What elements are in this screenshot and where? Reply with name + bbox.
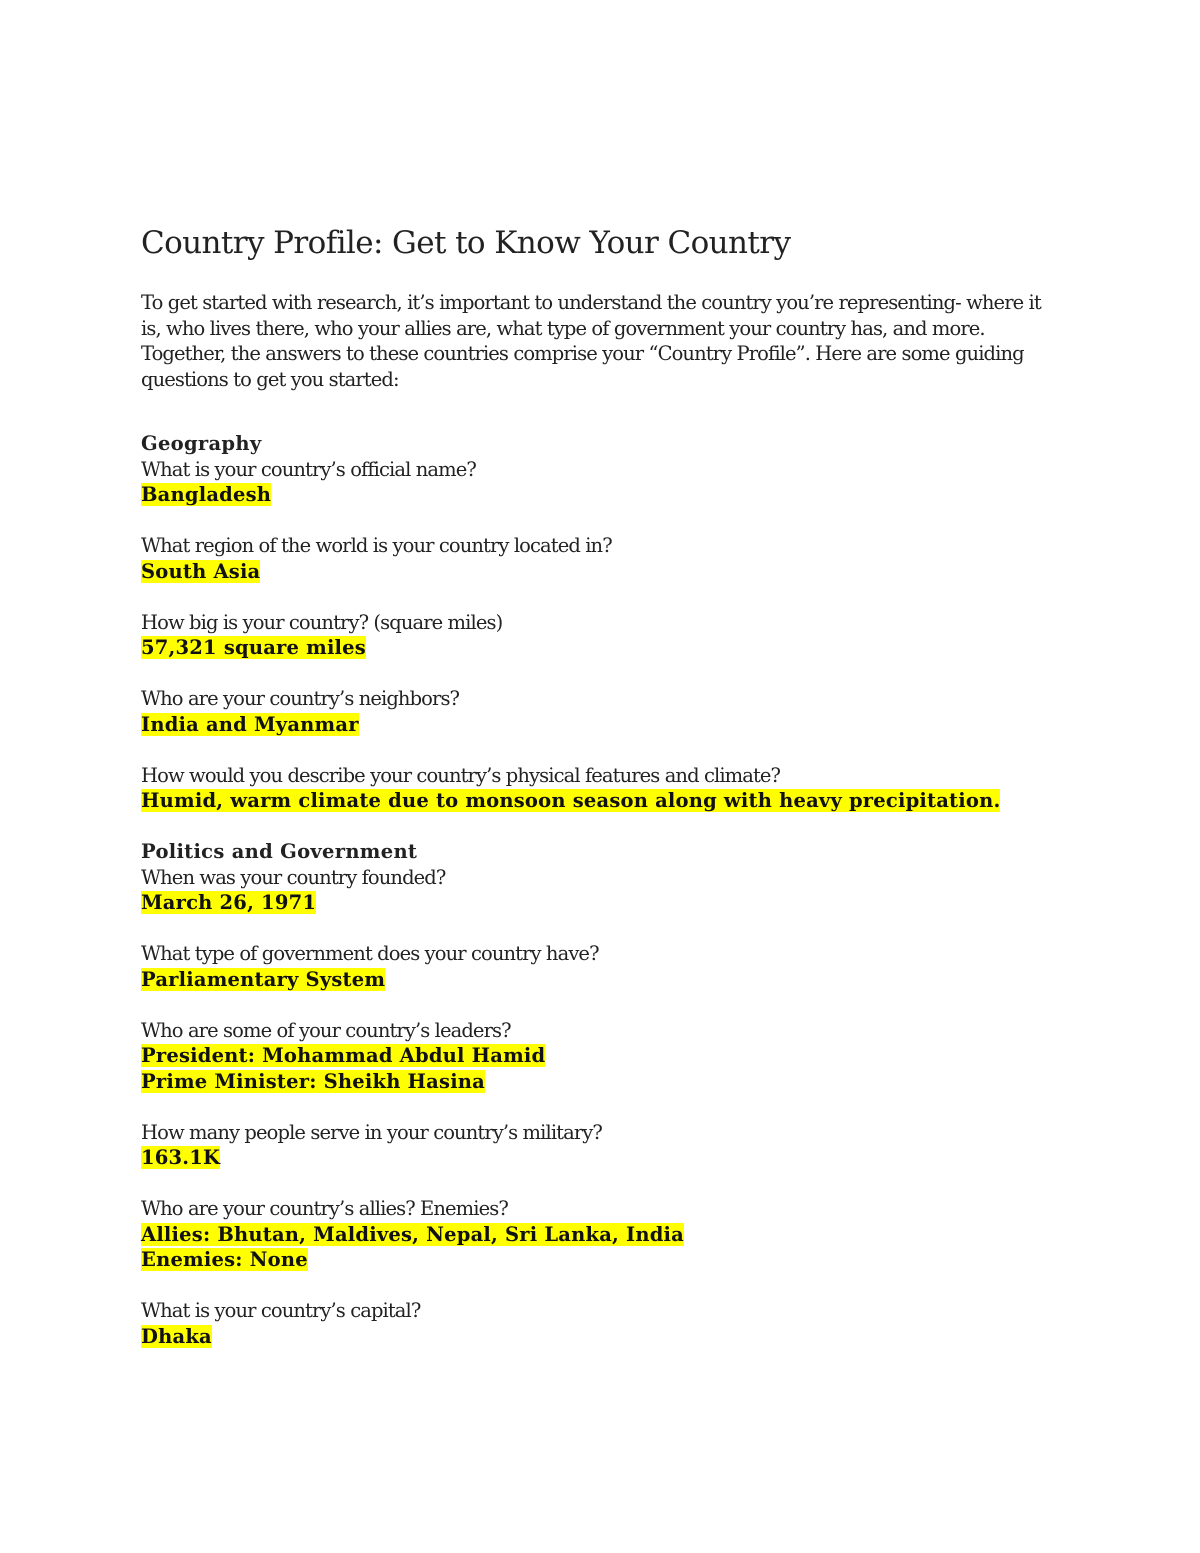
question: How would you describe your country’s physical features and climate? [141,763,781,787]
qa-capital [141,1298,1061,1349]
question: Who are your country’s neighbors? [141,687,460,710]
qa-official-name [141,457,1061,508]
question: Who are some of your country’s leaders? [141,1018,511,1042]
answer: Parliamentary System [141,967,386,991]
answer: Allies: Bhutan, Maldives, Nepal, Sri Lanka, India [141,1222,684,1246]
answer: Dhaka [141,1324,212,1348]
section-politics-government [141,839,1061,1349]
document-page [141,222,1061,1375]
section-geography [141,431,1061,814]
answer: President: Mohammad Abdul Hamid [141,1044,546,1067]
answer: Humid, warm climate due to monsoon season along with heavy precipitation. [141,789,1001,812]
qa-climate [141,763,1061,814]
question: How many people serve in your country’s military? [141,1120,602,1144]
answer: India and Myanmar [141,712,359,736]
question: What region of the world is your country located in? [141,534,612,557]
qa-leaders [141,1018,1061,1095]
intro-paragraph: To get started with research, it’s important to understand the country you’re representing- where it is, who lives there, who your allies are, what type of government your country has, and more. Together, the answers to these countries comprise your “Country Profile”. Here are some guiding questions to get you started: [141,291,1041,391]
answer: Prime Minister: Sheikh Hasina [141,1069,486,1093]
document-title: Country Profile: Get to Know Your Country [141,225,791,261]
answer: March 26, 1971 [141,891,317,914]
answer: South Asia [141,559,261,583]
answer: 57,321 square miles [141,636,366,659]
qa-founded [141,865,1061,916]
qa-region [141,533,1061,584]
question: What is your country’s official name? [141,457,476,481]
answer: Bangladesh [141,483,272,506]
qa-government-type [141,941,1061,992]
qa-size [141,610,1061,661]
question: How big is your country? (square miles) [141,610,503,634]
qa-neighbors [141,686,1061,737]
qa-allies-enemies [141,1196,1061,1273]
qa-military [141,1120,1061,1171]
question: What type of government does your country have? [141,942,599,965]
question: When was your country founded? [141,865,446,889]
question: What is your country’s capital? [141,1299,421,1322]
section-heading-politics: Politics and Government [141,840,418,863]
section-heading-geography: Geography [141,432,262,455]
answer: Enemies: None [141,1248,308,1271]
answer: 163.1K [141,1146,221,1169]
question: Who are your country’s allies? Enemies? [141,1197,508,1220]
